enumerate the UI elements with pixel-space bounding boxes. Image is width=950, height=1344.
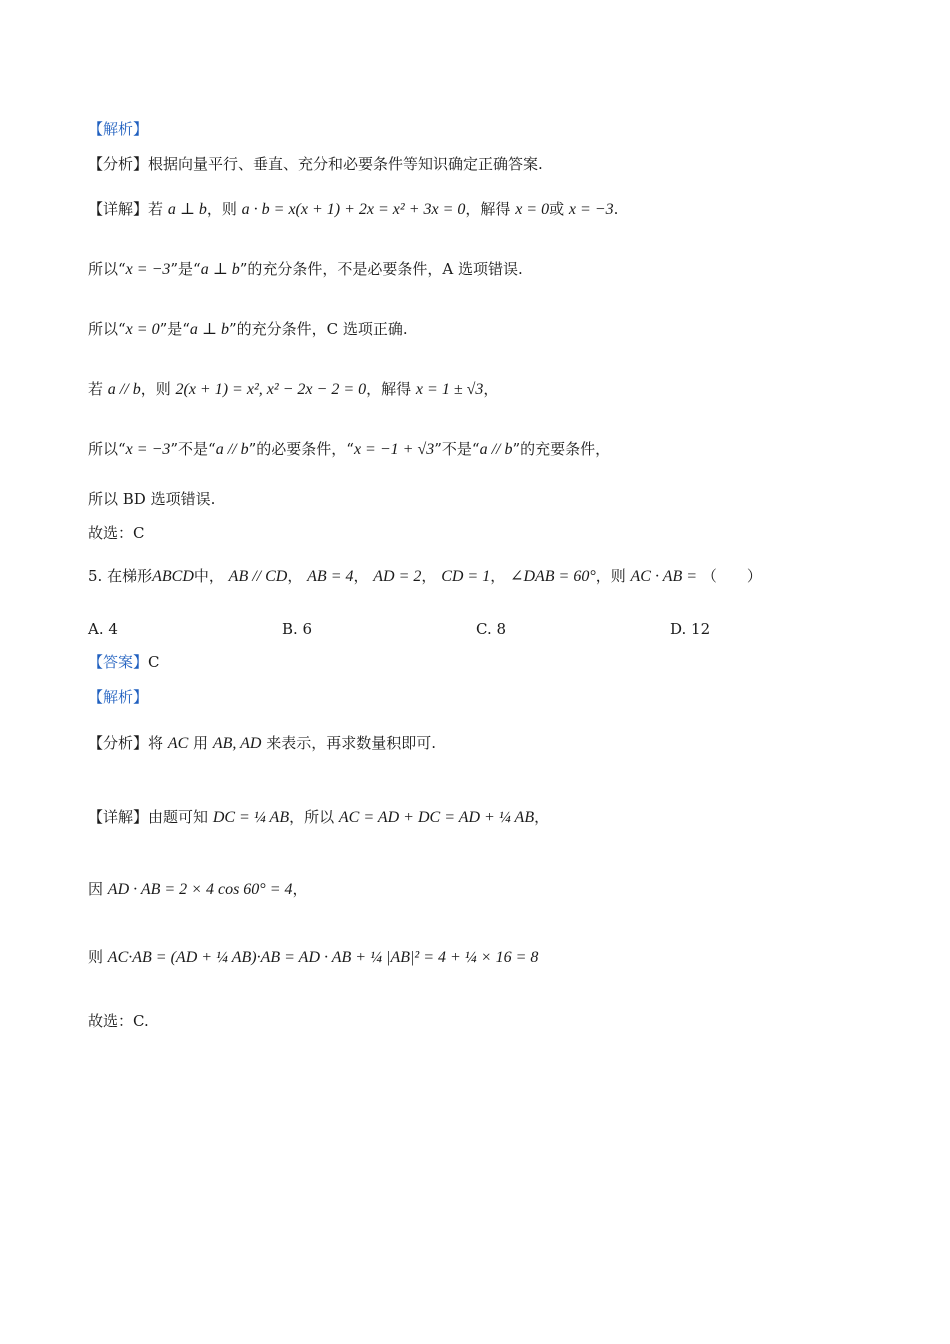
text: ， xyxy=(483,380,499,398)
detail-line-3 xyxy=(88,318,408,341)
math-expr: x = −3 xyxy=(125,441,171,458)
text: ，则 xyxy=(140,380,171,398)
math-expr: AC = AD + DC = AD + ¼ AB xyxy=(338,809,535,826)
text: ， xyxy=(292,880,308,898)
math-expr: 2(x + 1) = x², x² − 2x − 2 = 0 xyxy=(175,381,367,398)
math-expr: x = 0 xyxy=(125,321,160,338)
text: ”不是“ xyxy=(170,440,216,458)
text: . xyxy=(613,200,619,218)
math-expr: a ⊥ b xyxy=(200,261,240,278)
text: ， xyxy=(287,567,303,585)
text: 所以“ xyxy=(88,440,126,458)
text: ”的充要条件， xyxy=(512,440,611,458)
math-expr: a · b = x(x + 1) + 2x = x² + 3x = 0 xyxy=(241,201,466,218)
answer-choice-line: 故选：C xyxy=(88,524,145,542)
text: ， xyxy=(421,567,437,585)
math-expr: AC·AB = (AD + ¼ AB)·AB = AD · AB + ¼ |AB|² = 4 + ¼ × 16 = 8 xyxy=(107,949,539,966)
text: 则 xyxy=(88,948,104,966)
math-expr: AB, AD xyxy=(212,735,262,752)
text: 由题可知 xyxy=(148,808,209,826)
text: ，则 xyxy=(595,567,626,585)
text: ，解得 xyxy=(465,200,511,218)
math-expr: a // b xyxy=(479,441,513,458)
detail-line-9 xyxy=(88,946,538,969)
answer-line xyxy=(88,651,160,673)
detail-line-4 xyxy=(88,378,498,401)
text: 用 xyxy=(193,734,209,752)
text: ， xyxy=(490,567,506,585)
math-expr: ABCD xyxy=(152,568,194,585)
text: 来表示，再求数量积即可. xyxy=(266,734,436,752)
option-a: A. 4 xyxy=(88,620,118,638)
math-expr: x = 0 xyxy=(515,201,550,218)
text: ”是“ xyxy=(170,260,201,278)
text: 因 xyxy=(88,880,104,898)
analysis-tag: 【分析】 xyxy=(88,734,149,752)
answer-tag: 【答案】 xyxy=(88,653,149,671)
math-expr: x = −3 xyxy=(568,201,614,218)
math-expr: x = −1 + √3 xyxy=(353,441,435,458)
option-d: D. 12 xyxy=(670,620,711,638)
question-number: 5. 在梯形 xyxy=(88,567,153,585)
text: 将 xyxy=(148,734,164,752)
math-expr: a // b xyxy=(107,381,141,398)
math-expr: DC = ¼ AB xyxy=(212,809,290,826)
text: ”不是“ xyxy=(434,440,480,458)
answer-value: C xyxy=(148,653,160,671)
text: ，解得 xyxy=(366,380,412,398)
analysis-text: 根据向量平行、垂直、充分和必要条件等知识确定正确答案. xyxy=(148,155,543,173)
math-expr: a // b xyxy=(215,441,249,458)
detail-line-1 xyxy=(88,198,618,221)
text: 或 xyxy=(549,200,565,218)
option-c: C. 8 xyxy=(476,620,507,638)
analysis-heading: 【解析】 xyxy=(88,120,149,138)
text: ，则 xyxy=(206,200,237,218)
detail-tag: 【详解】 xyxy=(88,200,149,218)
analysis-line xyxy=(88,153,543,175)
detail-line-2 xyxy=(88,258,523,281)
math-expr: x = 1 ± √3 xyxy=(415,381,484,398)
math-expr: AC xyxy=(167,735,189,752)
math-expr: ∠DAB = 60° xyxy=(510,568,596,585)
detail-line-6: 所以 BD 选项错误. xyxy=(88,490,216,508)
answer-parentheses: （ ） xyxy=(701,567,762,585)
detail-line-8 xyxy=(88,878,308,901)
question-5 xyxy=(88,565,762,588)
math-expr: AC · AB = xyxy=(630,568,698,585)
math-expr: a ⊥ b xyxy=(189,321,229,338)
math-expr: CD = 1 xyxy=(441,568,491,585)
detail-line-5 xyxy=(88,438,610,461)
text: ， xyxy=(534,808,550,826)
option-b: B. 6 xyxy=(282,620,313,638)
text: 所以“ xyxy=(88,320,126,338)
text: 中， xyxy=(193,567,224,585)
detail-tag: 【详解】 xyxy=(88,808,149,826)
text: ，所以 xyxy=(289,808,335,826)
math-expr: a ⊥ b xyxy=(167,201,207,218)
text: 若 xyxy=(88,380,104,398)
text: ”的必要条件，“ xyxy=(248,440,354,458)
analysis-line-2 xyxy=(88,732,436,755)
text: 若 xyxy=(148,200,164,218)
math-expr: AD · AB = 2 × 4 cos 60° = 4 xyxy=(107,881,293,898)
final-answer-line: 故选：C. xyxy=(88,1012,149,1030)
text: ”的充分条件，C 选项正确. xyxy=(228,320,408,338)
analysis-heading-2: 【解析】 xyxy=(88,688,149,706)
text: ”的充分条件，不是必要条件，A 选项错误. xyxy=(239,260,523,278)
detail-line-7 xyxy=(88,806,549,829)
math-expr: AB = 4 xyxy=(307,568,354,585)
text: ”是“ xyxy=(159,320,190,338)
analysis-tag: 【分析】 xyxy=(88,155,149,173)
math-expr: AD = 2 xyxy=(373,568,422,585)
text: ， xyxy=(353,567,369,585)
text: 所以“ xyxy=(88,260,126,278)
math-expr: x = −3 xyxy=(125,261,171,278)
math-expr: AB // CD xyxy=(228,568,288,585)
